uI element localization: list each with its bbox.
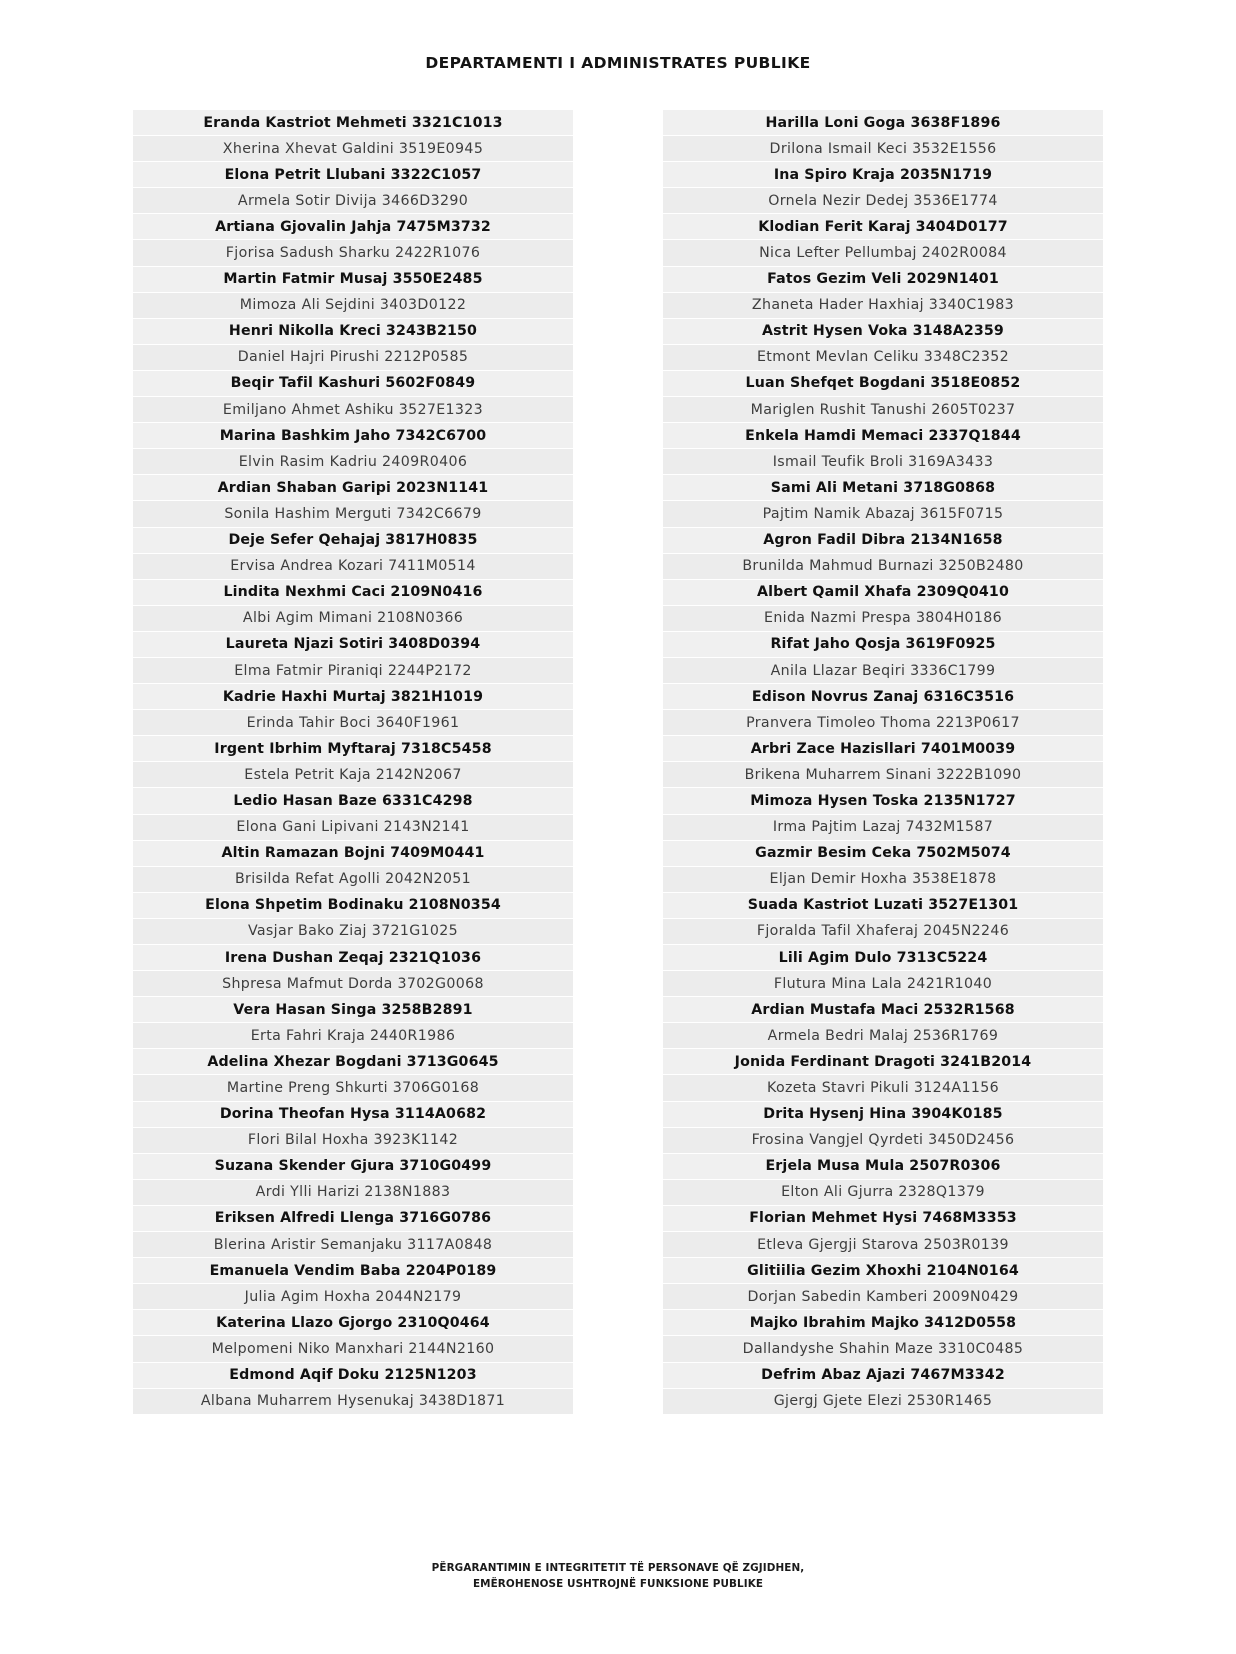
list-item: Irgent Ibrhim Myftaraj 7318C5458: [133, 736, 573, 762]
list-item: Albi Agim Mimani 2108N0366: [133, 606, 573, 632]
list-item: Ardi Ylli Harizi 2138N1883: [133, 1180, 573, 1206]
list-item: Martine Preng Shkurti 3706G0168: [133, 1075, 573, 1101]
list-item: Agron Fadil Dibra 2134N1658: [663, 528, 1103, 554]
list-item: Kadrie Haxhi Murtaj 3821H1019: [133, 684, 573, 710]
name-list-column-left: [133, 110, 573, 1415]
list-item: Erta Fahri Kraja 2440R1986: [133, 1023, 573, 1049]
list-item: Mimoza Ali Sejdini 3403D0122: [133, 293, 573, 319]
list-item: Brunilda Mahmud Burnazi 3250B2480: [663, 554, 1103, 580]
list-item: Drilona Ismail Keci 3532E1556: [663, 136, 1103, 162]
list-item: Elona Gani Lipivani 2143N2141: [133, 815, 573, 841]
list-item: Martin Fatmir Musaj 3550E2485: [133, 267, 573, 293]
list-item: Pranvera Timoleo Thoma 2213P0617: [663, 710, 1103, 736]
list-item: Arbri Zace Hazisllari 7401M0039: [663, 736, 1103, 762]
list-item: Majko Ibrahim Majko 3412D0558: [663, 1310, 1103, 1336]
list-item: Zhaneta Hader Haxhiaj 3340C1983: [663, 293, 1103, 319]
list-item: Brikena Muharrem Sinani 3222B1090: [663, 762, 1103, 788]
list-item: Etmont Mevlan Celiku 3348C2352: [663, 345, 1103, 371]
list-item: Adelina Xhezar Bogdani 3713G0645: [133, 1049, 573, 1075]
list-item: Ervisa Andrea Kozari 7411M0514: [133, 554, 573, 580]
footer-line-1: PËRGARANTIMIN E INTEGRITETIT TË PERSONAVE QË ZGJIDHEN,: [431, 1561, 805, 1574]
list-item: Albert Qamil Xhafa 2309Q0410: [663, 580, 1103, 606]
list-item: Jonida Ferdinant Dragoti 3241B2014: [663, 1049, 1103, 1075]
list-item: Julia Agim Hoxha 2044N2179: [133, 1284, 573, 1310]
footer-line-2: EMËROHENOSE USHTROJNË FUNKSIONE PUBLIKE: [472, 1577, 764, 1590]
document-footer: [0, 1560, 1236, 1592]
list-item: Gjergj Gjete Elezi 2530R1465: [663, 1389, 1103, 1415]
list-item: Irma Pajtim Lazaj 7432M1587: [663, 815, 1103, 841]
list-item: Brisilda Refat Agolli 2042N2051: [133, 867, 573, 893]
list-item: Elton Ali Gjurra 2328Q1379: [663, 1180, 1103, 1206]
list-item: Mimoza Hysen Toska 2135N1727: [663, 788, 1103, 814]
list-item: Melpomeni Niko Manxhari 2144N2160: [133, 1336, 573, 1362]
list-item: Klodian Ferit Karaj 3404D0177: [663, 214, 1103, 240]
list-item: Astrit Hysen Voka 3148A2359: [663, 319, 1103, 345]
list-item: Lindita Nexhmi Caci 2109N0416: [133, 580, 573, 606]
list-item: Henri Nikolla Kreci 3243B2150: [133, 319, 573, 345]
list-item: Fjorisa Sadush Sharku 2422R1076: [133, 240, 573, 266]
list-item: Edison Novrus Zanaj 6316C3516: [663, 684, 1103, 710]
list-item: Suzana Skender Gjura 3710G0499: [133, 1154, 573, 1180]
name-list-column-right: [663, 110, 1103, 1415]
list-item: Enida Nazmi Prespa 3804H0186: [663, 606, 1103, 632]
list-item: Erinda Tahir Boci 3640F1961: [133, 710, 573, 736]
page-title: DEPARTAMENTI I ADMINISTRATES PUBLIKE: [425, 54, 811, 72]
list-item: Kozeta Stavri Pikuli 3124A1156: [663, 1075, 1103, 1101]
list-item: Enkela Hamdi Memaci 2337Q1844: [663, 423, 1103, 449]
list-item: Eljan Demir Hoxha 3538E1878: [663, 867, 1103, 893]
list-item: Dorina Theofan Hysa 3114A0682: [133, 1102, 573, 1128]
list-item: Frosina Vangjel Qyrdeti 3450D2456: [663, 1128, 1103, 1154]
list-item: Etleva Gjergji Starova 2503R0139: [663, 1232, 1103, 1258]
list-item: Luan Shefqet Bogdani 3518E0852: [663, 371, 1103, 397]
list-item: Ina Spiro Kraja 2035N1719: [663, 162, 1103, 188]
list-item: Ardian Shaban Garipi 2023N1141: [133, 475, 573, 501]
list-item: Altin Ramazan Bojni 7409M0441: [133, 841, 573, 867]
list-item: Ornela Nezir Dedej 3536E1774: [663, 188, 1103, 214]
list-item: Vasjar Bako Ziaj 3721G1025: [133, 919, 573, 945]
list-item: Glitiilia Gezim Xhoxhi 2104N0164: [663, 1258, 1103, 1284]
list-item: Armela Bedri Malaj 2536R1769: [663, 1023, 1103, 1049]
list-item: Xherina Xhevat Galdini 3519E0945: [133, 136, 573, 162]
list-item: Flori Bilal Hoxha 3923K1142: [133, 1128, 573, 1154]
list-item: Estela Petrit Kaja 2142N2067: [133, 762, 573, 788]
list-item: Nica Lefter Pellumbaj 2402R0084: [663, 240, 1103, 266]
list-item: Mariglen Rushit Tanushi 2605T0237: [663, 397, 1103, 423]
list-item: Emanuela Vendim Baba 2204P0189: [133, 1258, 573, 1284]
list-item: Gazmir Besim Ceka 7502M5074: [663, 841, 1103, 867]
list-item: Emiljano Ahmet Ashiku 3527E1323: [133, 397, 573, 423]
list-item: Elvin Rasim Kadriu 2409R0406: [133, 449, 573, 475]
name-list-columns: [0, 110, 1236, 1415]
list-item: Fjoralda Tafil Xhaferaj 2045N2246: [663, 919, 1103, 945]
list-item: Flutura Mina Lala 2421R1040: [663, 971, 1103, 997]
list-item: Katerina Llazo Gjorgo 2310Q0464: [133, 1310, 573, 1336]
list-item: Drita Hysenj Hina 3904K0185: [663, 1102, 1103, 1128]
list-item: Blerina Aristir Semanjaku 3117A0848: [133, 1232, 573, 1258]
list-item: Eriksen Alfredi Llenga 3716G0786: [133, 1206, 573, 1232]
list-item: Anila Llazar Beqiri 3336C1799: [663, 658, 1103, 684]
list-item: Sonila Hashim Merguti 7342C6679: [133, 501, 573, 527]
list-item: Sami Ali Metani 3718G0868: [663, 475, 1103, 501]
list-item: Edmond Aqif Doku 2125N1203: [133, 1363, 573, 1389]
list-item: Dallandyshe Shahin Maze 3310C0485: [663, 1336, 1103, 1362]
list-item: Harilla Loni Goga 3638F1896: [663, 110, 1103, 136]
list-item: Ledio Hasan Baze 6331C4298: [133, 788, 573, 814]
list-item: Vera Hasan Singa 3258B2891: [133, 997, 573, 1023]
list-item: Deje Sefer Qehajaj 3817H0835: [133, 528, 573, 554]
list-item: Rifat Jaho Qosja 3619F0925: [663, 632, 1103, 658]
list-item: Albana Muharrem Hysenukaj 3438D1871: [133, 1389, 573, 1415]
document-page: [0, 54, 1236, 1654]
list-item: Eranda Kastriot Mehmeti 3321C1013: [133, 110, 573, 136]
list-item: Daniel Hajri Pirushi 2212P0585: [133, 345, 573, 371]
list-item: Elona Petrit Llubani 3322C1057: [133, 162, 573, 188]
list-item: Ismail Teufik Broli 3169A3433: [663, 449, 1103, 475]
list-item: Florian Mehmet Hysi 7468M3353: [663, 1206, 1103, 1232]
list-item: Artiana Gjovalin Jahja 7475M3732: [133, 214, 573, 240]
list-item: Suada Kastriot Luzati 3527E1301: [663, 893, 1103, 919]
list-item: Shpresa Mafmut Dorda 3702G0068: [133, 971, 573, 997]
list-item: Fatos Gezim Veli 2029N1401: [663, 267, 1103, 293]
list-item: Beqir Tafil Kashuri 5602F0849: [133, 371, 573, 397]
list-item: Laureta Njazi Sotiri 3408D0394: [133, 632, 573, 658]
list-item: Elma Fatmir Piraniqi 2244P2172: [133, 658, 573, 684]
list-item: Lili Agim Dulo 7313C5224: [663, 945, 1103, 971]
list-item: Defrim Abaz Ajazi 7467M3342: [663, 1363, 1103, 1389]
list-item: Armela Sotir Divija 3466D3290: [133, 188, 573, 214]
list-item: Dorjan Sabedin Kamberi 2009N0429: [663, 1284, 1103, 1310]
list-item: Erjela Musa Mula 2507R0306: [663, 1154, 1103, 1180]
list-item: Irena Dushan Zeqaj 2321Q1036: [133, 945, 573, 971]
list-item: Elona Shpetim Bodinaku 2108N0354: [133, 893, 573, 919]
list-item: Marina Bashkim Jaho 7342C6700: [133, 423, 573, 449]
list-item: Pajtim Namik Abazaj 3615F0715: [663, 501, 1103, 527]
list-item: Ardian Mustafa Maci 2532R1568: [663, 997, 1103, 1023]
